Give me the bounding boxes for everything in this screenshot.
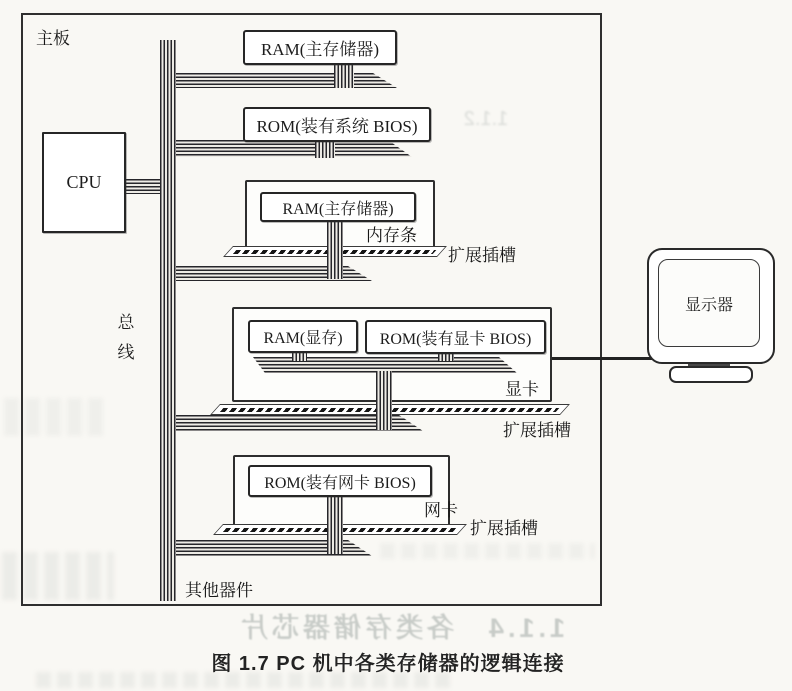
bus-branch-rom-system <box>162 140 412 157</box>
monitor-label: 显示器 <box>684 296 733 314</box>
memory-module-connector <box>327 218 343 279</box>
motherboard-label: 主板 <box>36 29 70 48</box>
monitor-base <box>669 366 753 383</box>
network-card-label: 网卡 <box>424 501 458 520</box>
monitor-screen <box>658 259 760 347</box>
other-devices-label: 其他器件 <box>185 581 253 600</box>
bus-label: 总线 <box>117 313 135 362</box>
ram-main-connector <box>334 61 354 88</box>
expansion-slot-3-label: 扩展插槽 <box>470 519 538 538</box>
monitor-icon <box>647 248 775 364</box>
gpu-rom-box: ROM(装有显卡 BIOS) <box>365 320 546 354</box>
nic-rom-box: ROM(装有网卡 BIOS) <box>248 465 432 497</box>
monitor-cable <box>548 357 660 360</box>
network-card-connector <box>327 493 343 554</box>
bus-branch-ram-main <box>162 73 397 88</box>
rom-system-box: ROM(装有系统 BIOS) <box>243 107 431 142</box>
ram-main-box: RAM(主存储器) <box>243 30 397 65</box>
system-bus <box>160 40 176 601</box>
bleed-through-heading: 1.1.4 各类存储器芯片 <box>236 613 566 643</box>
cpu-bus-connector <box>121 179 162 194</box>
graphics-card-connector <box>376 371 392 430</box>
expansion-slot-1-label: 扩展插槽 <box>448 246 516 265</box>
cpu-box: CPU <box>42 132 126 233</box>
gpu-ram-box: RAM(显存) <box>248 320 358 353</box>
figure-caption: 图 1.7 PC 机中各类存储器的逻辑连接 <box>211 653 565 675</box>
bleed-through-section-number: 1.1.2 <box>463 108 509 130</box>
graphics-card-label: 显卡 <box>505 380 539 399</box>
expansion-slot-2-label: 扩展插槽 <box>503 421 571 440</box>
memory-module-ram-box: RAM(主存储器) <box>260 192 416 222</box>
memory-module-label: 内存条 <box>366 226 417 245</box>
